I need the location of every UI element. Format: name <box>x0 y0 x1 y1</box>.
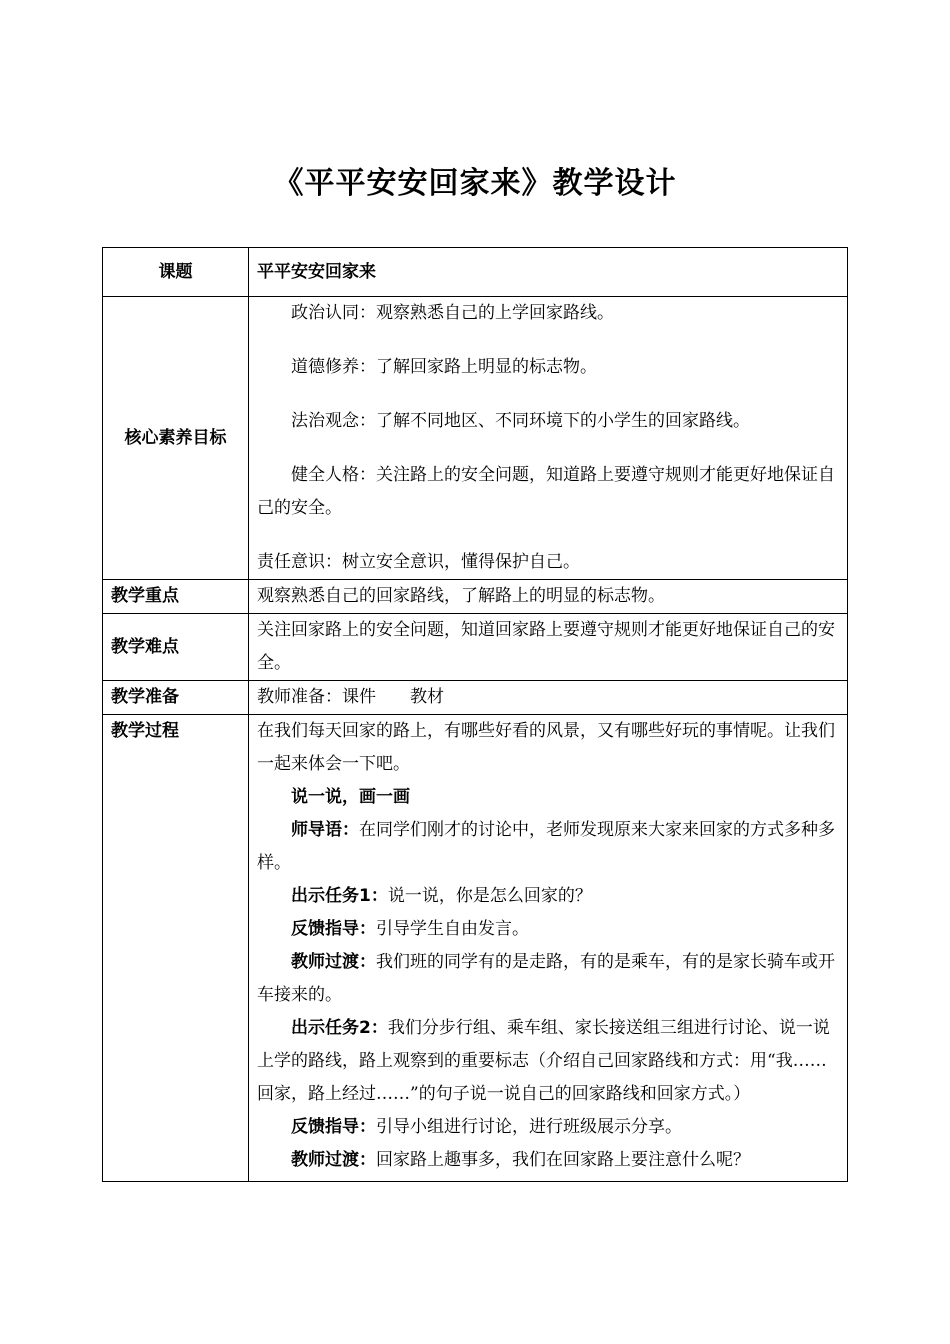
difficulty-value: 关注回家路上的安全问题，知道回家路上要遵守规则才能更好地保证自己的安全。 <box>249 614 848 681</box>
process-label: 教学过程 <box>103 715 249 1182</box>
process-paragraph: 出示任务2：我们分步行组、乘车组、家长接送组三组进行讨论、说一说上学的路线，路上观察到的重要标志（介绍自己回家路线和方式：用“我……回家，路上经过……”的句子说一说自己的回家路线和回家方式。） <box>257 1018 830 1104</box>
focus-label: 教学重点 <box>103 580 249 614</box>
table-row-focus <box>103 580 848 614</box>
topic-label: 课题 <box>103 248 249 297</box>
process-cell <box>249 715 848 1182</box>
table-row-process <box>103 715 848 1182</box>
process-heading: 说一说，画一画 <box>291 787 410 807</box>
goal-item: 健全人格：关注路上的安全问题，知道路上要遵守规则才能更好地保证自己的安全。 <box>257 465 835 518</box>
process-paragraph: 出示任务1：说一说，你是怎么回家的？ <box>291 886 592 906</box>
goals-cell <box>249 297 848 580</box>
goal-item: 道德修养：了解回家路上明显的标志物。 <box>291 357 597 377</box>
table-row-topic <box>103 248 848 297</box>
prep-label: 教学准备 <box>103 681 249 715</box>
topic-value: 平平安安回家来 <box>249 248 848 297</box>
goal-item: 法治观念：了解不同地区、不同环境下的小学生的回家路线。 <box>291 411 750 431</box>
lesson-plan-table <box>102 247 848 1182</box>
document-title: 《平平安安回家来》教学设计 <box>273 166 677 201</box>
table-row-goals <box>103 297 848 580</box>
prep-value: 教师准备：课件 教材 <box>249 681 848 715</box>
goal-item: 责任意识：树立安全意识，懂得保护自己。 <box>257 552 580 572</box>
process-paragraph: 反馈指导：引导学生自由发言。 <box>291 919 529 939</box>
process-intro: 在我们每天回家的路上，有哪些好看的风景，又有哪些好玩的事情呢。让我们一起来体会一下吧。 <box>257 721 835 774</box>
goal-item: 政治认同：观察熟悉自己的上学回家路线。 <box>291 303 614 323</box>
table-row-difficulty <box>103 614 848 681</box>
table-row-prep <box>103 681 848 715</box>
difficulty-label: 教学难点 <box>103 614 249 681</box>
process-paragraph: 反馈指导：引导小组进行讨论，进行班级展示分享。 <box>291 1117 682 1137</box>
process-paragraph: 师导语：在同学们刚才的讨论中，老师发现原来大家来回家的方式多种多样。 <box>257 820 835 873</box>
goals-label: 核心素养目标 <box>103 297 249 580</box>
process-paragraph: 教师过渡：回家路上趣事多，我们在回家路上要注意什么呢？ <box>291 1150 750 1170</box>
process-paragraph: 教师过渡：我们班的同学有的是走路，有的是乘车，有的是家长骑车或开车接来的。 <box>257 952 835 1005</box>
focus-value: 观察熟悉自己的回家路线，了解路上的明显的标志物。 <box>249 580 848 614</box>
